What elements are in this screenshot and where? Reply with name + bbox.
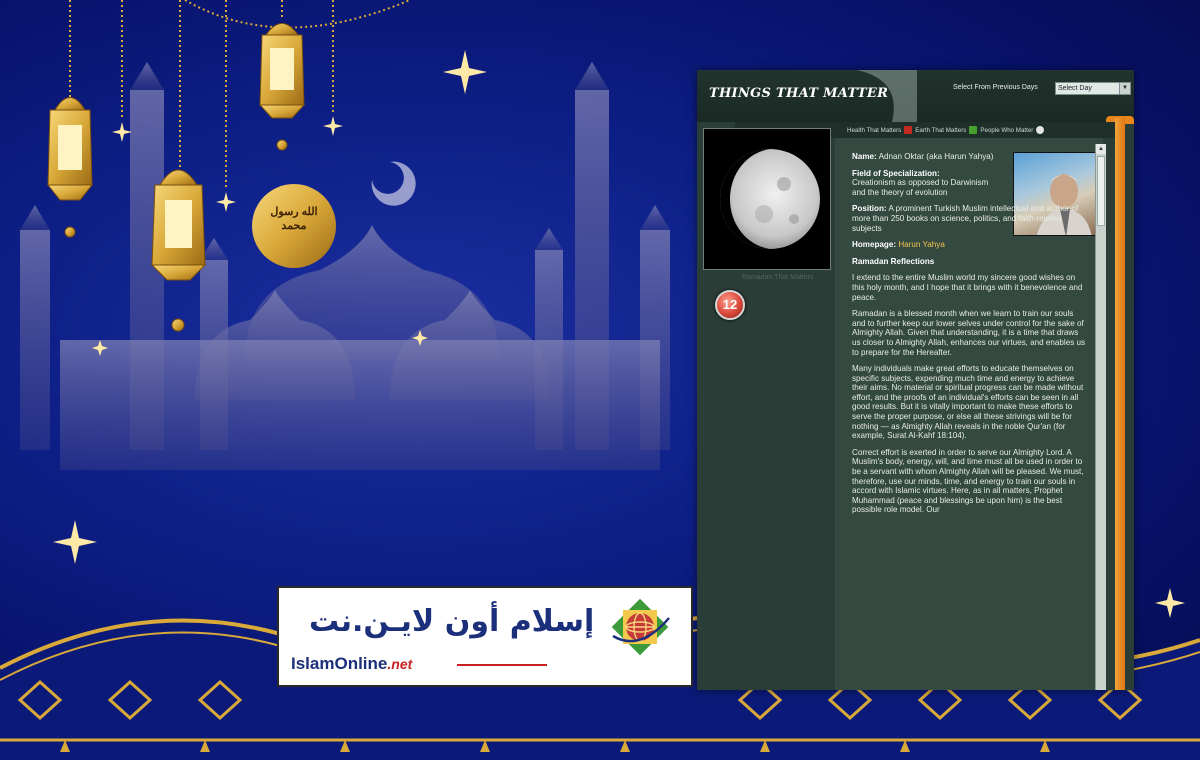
- paragraph: Ramadan is a blessed month when we learn to train our souls and to further keep our lower selves under control for the sake of Almighty Allah. Given that understanding, it is a time that draws us closer to Almighty Allah, enhances our virtues, and enables us to prepare for the Hereafter.: [852, 309, 1086, 357]
- paragraph: Many individuals make great efforts to educate themselves on specific subjects, expending much time and energy to achieve their aims. No material or spiritual progress can be made without effort, and the proofs of an individual's efforts can be seen in all good results. But it is vitally important to make these efforts to serve the proper purpose, or else all these strivings will be for nothing — as Almighty Allah reveals in the noble Qur'an (for example, Surat Al-Kahf 18:104).: [852, 364, 1084, 441]
- lantern-icon: [260, 24, 304, 151]
- days-select[interactable]: [1055, 82, 1131, 95]
- nav-earth[interactable]: Earth That Matters: [915, 126, 967, 134]
- position-value: A prominent Turkish Muslim intellectual and author of more than 250 books on science, politics, and faith-related subjects: [852, 204, 1079, 233]
- moon-image: [703, 128, 831, 270]
- moon-icon: [704, 129, 830, 269]
- homepage-link[interactable]: Harun Yahya: [898, 240, 945, 250]
- scrollbar[interactable]: [1095, 144, 1106, 690]
- paragraph: I extend to the entire Muslim world my sincere good wishes on this holy month, and I hope that it brings with it benevolence and peace.: [852, 273, 1083, 302]
- nav-people[interactable]: People Who Matter: [980, 126, 1034, 134]
- profile-text: [852, 152, 1088, 522]
- paragraph: Correct effort is exerted in order to serve our Almighty Lord. A Muslim's body, energy, will, and time must all be used in order to be a servant with whom Almighty Allah will be pleased. We must, therefore, use our minds, time, and energy to train our souls in accord with Islamic virtues. Here, as in all matters, Prophet Muhammad (peace and blessings be upon him) is the best possible role model. Our: [852, 447, 1084, 515]
- logo-latin-suffix: .net: [387, 656, 413, 672]
- position-label: Position:: [852, 204, 887, 214]
- name-label: Name:: [852, 152, 877, 161]
- homepage-label: Homepage:: [852, 240, 897, 250]
- field-label: Field of Specialization:: [852, 168, 940, 178]
- scroll-up-icon[interactable]: ▲: [1096, 144, 1106, 154]
- section-title: Ramadan Reflections: [852, 256, 935, 266]
- day-number-badge: 12: [715, 290, 745, 320]
- chevron-down-icon: ▼: [1119, 83, 1130, 94]
- people-icon: [1036, 126, 1044, 134]
- scroll-thumb[interactable]: [1097, 156, 1105, 226]
- name-value: Adnan Oktar (aka Harun Yahya): [878, 152, 994, 161]
- panel-header: [697, 70, 1134, 122]
- islamonline-logo-card: [277, 586, 693, 687]
- things-that-matter-panel: [697, 70, 1134, 690]
- health-icon: [904, 126, 912, 134]
- days-select-value: Select Day: [1058, 85, 1092, 92]
- calligraphy-medallion-text: الله رسول محمد: [270, 206, 318, 232]
- field-value: Creationism as opposed to Darwinism and the theory of evolution: [852, 178, 989, 197]
- lantern-icon: [48, 98, 92, 238]
- earth-icon: [969, 126, 977, 134]
- nav-health[interactable]: Health That Matters: [847, 126, 902, 134]
- orange-side-bar: [1115, 118, 1125, 690]
- crescent-icon: [372, 162, 416, 206]
- days-select-label: Select From Previous Days: [953, 84, 1038, 91]
- logo-latin-text: [291, 654, 412, 674]
- globe-logo-icon: [609, 596, 671, 658]
- mosque-silhouette: [20, 62, 670, 470]
- logo-arabic-text: إسلام أون لايـن.نت: [309, 604, 595, 639]
- moon-caption: Ramadan That Matters: [742, 274, 814, 281]
- logo-latin-name: IslamOnline: [291, 654, 388, 673]
- logo-underline: [457, 664, 547, 666]
- panel-title: THINGS THAT MATTER: [709, 86, 889, 101]
